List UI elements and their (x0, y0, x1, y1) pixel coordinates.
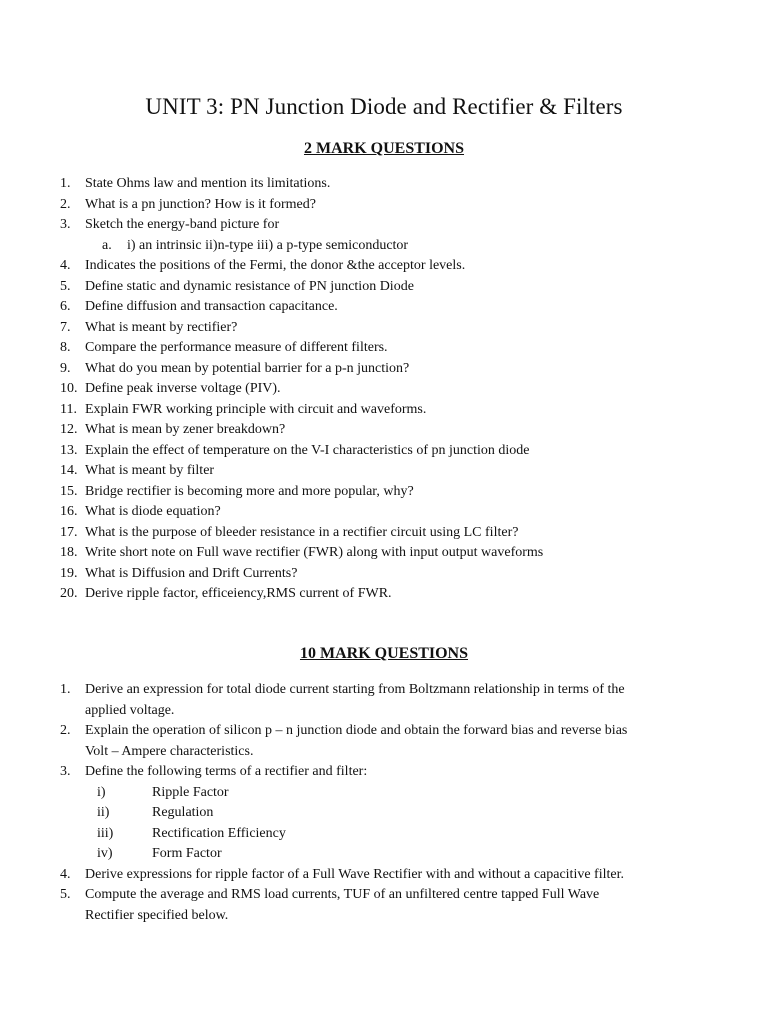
section-heading-2-mark: 2 MARK QUESTIONS (303, 140, 465, 157)
page-title: UNIT 3: PN Junction Diode and Rectifier & Filters (145, 94, 623, 119)
list-item: 2. Explain the operation of silicon p – n junction diode and obtain the forward bias and reverse bias Volt – Ampere characteristics. (60, 723, 628, 759)
section-heading-10-mark: 10 MARK QUESTIONS (299, 645, 469, 662)
list-item: 8. Compare the performance measure of different filters. (60, 340, 388, 355)
list-item: 14. What is meant by filter (60, 463, 215, 478)
list-item: 12. What is mean by zener breakdown? (60, 422, 286, 437)
list-item: 3. Define the following terms of a rectifier and filter: (60, 764, 368, 779)
list-item: 9. What do you mean by potential barrier for a p-n junction? (60, 360, 410, 376)
list-item: 5. Compute the average and RMS load currents, TUF of an unfiltered centre tapped Full Wave Rectifier specified below. (60, 887, 600, 923)
list-item: 1. State Ohms law and mention its limitations. (60, 176, 331, 191)
list-subitem: a. i) an intrinsic ii)n-type iii) a p-type semiconductor (102, 237, 409, 253)
two-mark-question-list (60, 174, 700, 605)
list-item: 7. What is meant by rectifier? (60, 319, 238, 335)
list-item: 4. Derive expressions for ripple factor of a Full Wave Rectifier with and without a capacitive filter. (60, 866, 624, 882)
list-item: 10. Define peak inverse voltage (PIV). (60, 381, 281, 396)
term-item: i) Ripple Factor (97, 784, 229, 800)
term-item: ii) Regulation (97, 805, 214, 820)
list-item: 20. Derive ripple factor, efficeiency,RMS current of FWR. (60, 586, 392, 601)
list-item: 19. What is Diffusion and Drift Currents? (60, 565, 298, 581)
list-item: 17. What is the purpose of bleeder resistance in a rectifier circuit using LC filter? (60, 524, 519, 540)
term-item: iv) Form Factor (97, 846, 222, 861)
ten-mark-question-list (60, 680, 700, 926)
list-item: 5. Define static and dynamic resistance of PN junction Diode (60, 278, 414, 294)
term-item: iii) Rectification Efficiency (97, 825, 286, 841)
list-item: 6. Define diffusion and transaction capacitance. (60, 299, 338, 314)
list-item: 18. Write short note on Full wave rectifier (FWR) along with input output waveforms (60, 545, 544, 560)
list-item: 1. Derive an expression for total diode current starting from Boltzmann relationship in terms of the applied voltage. (60, 682, 625, 718)
list-item: 15. Bridge rectifier is becoming more and more popular, why? (60, 483, 414, 499)
list-item: 2. What is a pn junction? How is it formed? (60, 196, 316, 212)
list-item: 4. Indicates the positions of the Fermi, the donor &the acceptor levels. (60, 258, 466, 273)
list-item: 13. Explain the effect of temperature on the V-I characteristics of pn junction diode (60, 442, 530, 458)
list-item: 11. Explain FWR working principle with circuit and waveforms. (60, 401, 427, 417)
list-item: 16. What is diode equation? (60, 504, 221, 519)
list-item: 3. Sketch the energy-band picture for (60, 217, 280, 232)
